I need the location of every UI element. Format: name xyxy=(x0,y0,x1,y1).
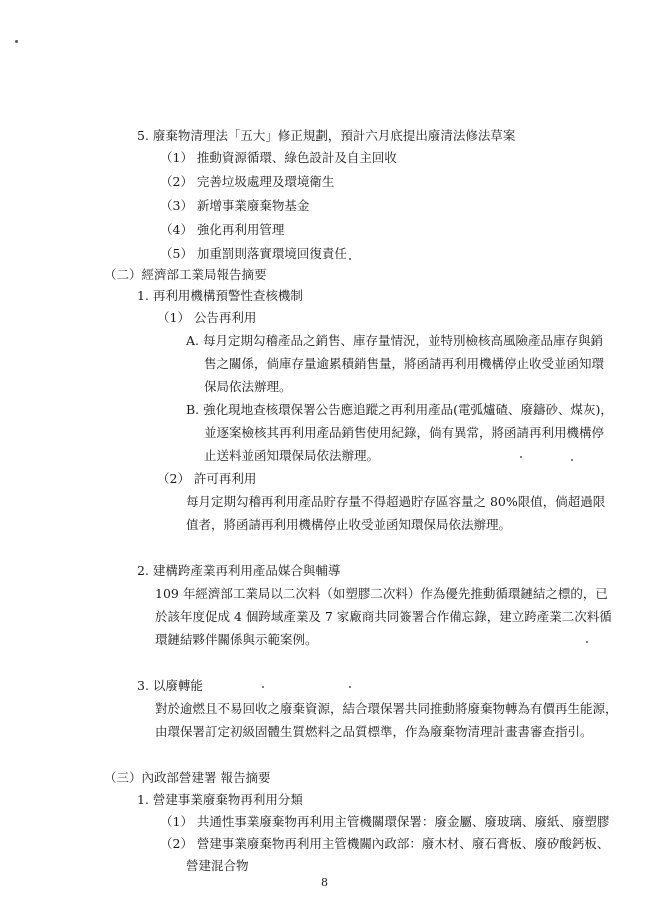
moea-s3-title: 3. 以廢轉能 xyxy=(137,678,203,693)
moi-heading: （三）內政部營建署 報告摘要 xyxy=(104,770,271,785)
paragraph-b-line: 並逐案檢核其再利用產品銷售使用紀錄，倘有異常，將函請再利用機構停 xyxy=(204,425,605,440)
scan-speck xyxy=(262,686,264,688)
scan-speck xyxy=(349,258,351,260)
moea-s1-title: 1. 再利用機構預警性查核機制 xyxy=(137,288,303,303)
list-item: （1） 推動資源循環、綠色設計及自主回收 xyxy=(160,150,397,165)
list-item: （3） 新增事業廢棄物基金 xyxy=(160,198,310,213)
paragraph-a-line: A. 每月定期勾稽產品之銷售、庫存量情況，並特別檢核高風險產品庫存與銷 xyxy=(186,333,603,348)
moea-s2-line: 109 年經濟部工業局以二次料（如塑膠二次料）作為優先推動循環鏈結之標的，已 xyxy=(155,586,608,601)
list-item: （2） 完善垃圾處理及環境衛生 xyxy=(160,174,335,189)
moea-s1-2-line: 值者，將函請再利用機構停止收受並函知環保局依法辦理。 xyxy=(186,517,512,532)
section-5-title: 5. 廢棄物清理法「五大」修正規劃，預計六月底提出廢清法修法草案 xyxy=(137,128,516,143)
moea-s3-line: 由環保署訂定初級固體生質燃料之品質標準，作為廢棄物清理計畫書審查指引。 xyxy=(155,724,593,739)
scan-speck xyxy=(349,686,351,688)
moea-heading: （二）經濟部工業局報告摘要 xyxy=(104,267,267,282)
moea-s2-line: 環鏈結夥伴關係與示範案例。 xyxy=(155,632,318,647)
page-number: 8 xyxy=(321,876,328,889)
moea-s2-line: 於該年度促成 4 個跨域產業及 7 家廠商共同簽署合作備忘錄，建立跨產業二次料循 xyxy=(155,609,612,624)
moea-s2-title: 2. 建構跨產業再利用產品媒合與輔導 xyxy=(137,563,341,578)
paragraph-b-line: B. 強化現地查核環保署公告應追蹤之再利用產品(電弧爐碴、廢鑄砂、煤灰)， xyxy=(186,402,613,417)
scan-speck xyxy=(571,459,573,461)
moea-s1-2-line: 每月定期勾稽再利用產品貯存量不得超過貯存區容量之 80%限值，倘超過限 xyxy=(186,494,606,509)
scan-speck xyxy=(15,40,18,43)
moi-item-2-line: 營建混合物 xyxy=(186,858,249,873)
list-item: （5） 加重罰則落實環境回復責任 xyxy=(160,246,347,261)
moi-item-2-line: （2） 營建事業廢棄物再利用主管機關內政部：廢木材、廢石膏板、廢矽酸鈣板、 xyxy=(160,836,610,851)
moea-s1-2-label: （2） 許可再利用 xyxy=(157,471,257,486)
moea-s3-line: 對於逾燃且不易回收之廢棄資源，結合環保署共同推動將廢棄物轉為有價再生能源， xyxy=(155,701,618,716)
list-item: （4） 強化再利用管理 xyxy=(160,222,285,237)
scan-speck xyxy=(520,456,522,458)
paragraph-b-line: 止送料並函知環保局依法辦理。 xyxy=(204,448,380,463)
scan-speck xyxy=(586,641,588,643)
paragraph-a-line: 售之關係，倘庫存量逾累積銷售量，將函請再利用機構停止收受並函知環 xyxy=(204,356,605,371)
moi-s1-title: 1. 營建事業廢棄物再利用分類 xyxy=(137,792,303,807)
moea-s1-1-label: （1） 公告再利用 xyxy=(157,310,257,325)
paragraph-a-line: 保局依法辦理。 xyxy=(204,379,292,394)
moi-item-1: （1） 共通性事業廢棄物再利用主管機關環保署：廢金屬、廢玻璃、廢紙、廢塑膠 xyxy=(160,814,610,829)
